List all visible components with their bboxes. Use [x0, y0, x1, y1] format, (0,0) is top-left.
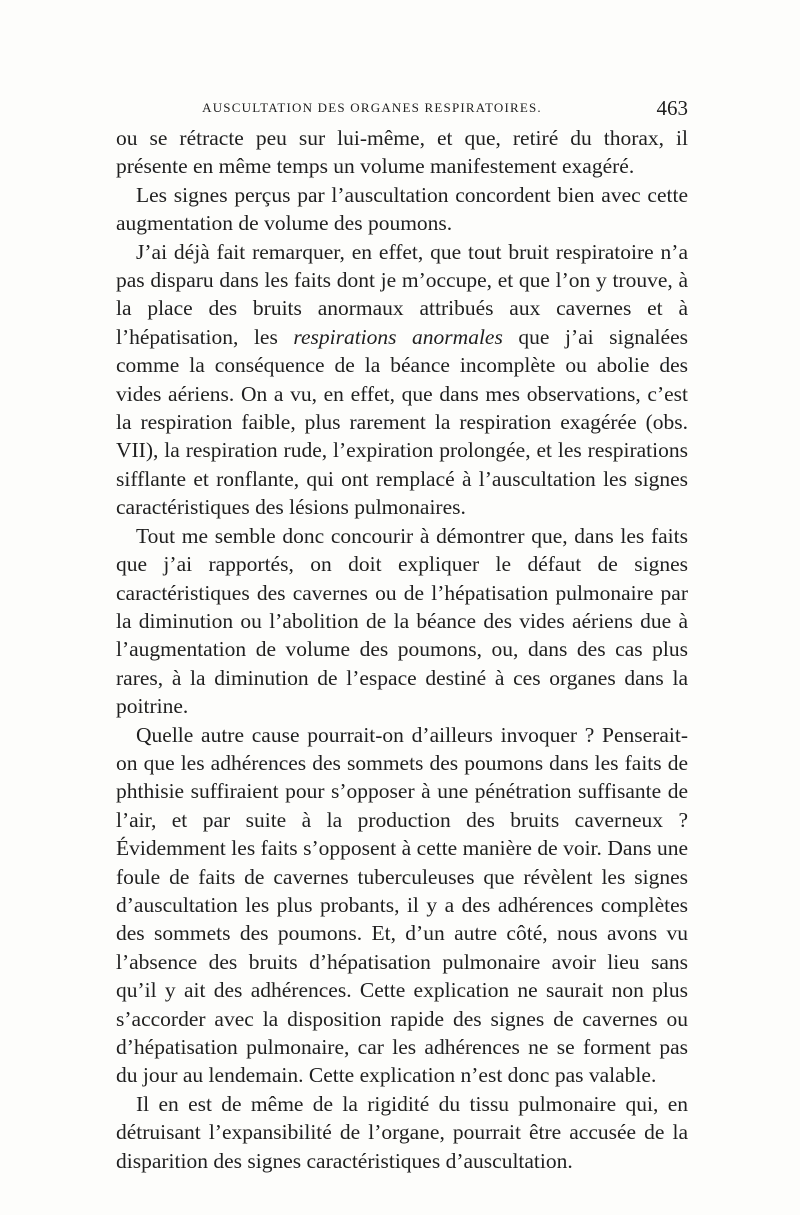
paragraph [116, 238, 688, 522]
page-header [116, 96, 688, 120]
paragraph: Quelle autre cause pourrait-on d’ailleurs invoquer ? Penserait-on que les adhérences des sommets des poumons dans les faits de phthisie suffiraient pour s’opposer à une pénétration suffisante de l’air, et par suite à la production des bruits caverneux ? Évidemment les faits s’opposent à cette manière de voir. Dans une foule de faits de cavernes tuberculeuses que révèlent les signes d’auscultation les plus probants, il y a des adhérences complètes des sommets des poumons. Et, d’un autre côté, nous avons vu l’absence des bruits d’hépatisation pulmonaire avoir lieu sans qu’il y ait des adhérences. Cette explication ne saurait non plus s’accorder avec la disposition rapide des signes de cavernes ou d’hépatisation pulmonaire, car les adhérences ne se forment pas du jour au lendemain. Cette explication n’est donc pas valable. [116, 722, 688, 1088]
paragraph-text: J’ai déjà fait remarquer, en effet, que tout bruit respiratoire n’a pas disparu dans les faits dont je m’occupe, et que l’on y trouve, à la place des bruits anormaux attribués aux cavernes et à l’hépatisation, les [116, 239, 688, 349]
paragraph: Tout me semble donc concourir à démontrer que, dans les faits que j’ai rapportés, on doit expliquer le défaut de signes caractéristiques des cavernes ou de l’hépatisation pulmonaire par la diminution ou l’abolition de la béance des vides aériens due à l’augmentation de volume des poumons, ou, dans des cas plus rares, à la diminution de l’espace destiné à ces organes dans la poitrine. [116, 523, 688, 719]
body-text [116, 124, 688, 1175]
paragraph-text: que j’ai signalées comme la conséquence de la béance incomplète ou abolie des vides aériens. On a vu, en effet, que dans mes observations, c’est la respiration faible, plus rarement la respiration exagérée (obs. VII), la respiration rude, l’expiration prolongée, et les respirations sifflante et ronflante, qui ont remplacé à l’auscultation les signes caractéristiques des lésions pulmonaires. [116, 324, 688, 520]
page-number: 463 [656, 96, 688, 120]
paragraph-continuation: ou se rétracte peu sur lui-même, et que, retiré du thorax, il présente en même temps un volume manifestement exagéré. [116, 126, 688, 179]
emphasized-term: respirations anormales [293, 324, 503, 349]
paragraph: Les signes perçus par l’auscultation concordent bien avec cette augmentation de volume des poumons. [116, 182, 688, 236]
paragraph: Il en est de même de la rigidité du tissu pulmonaire qui, en détruisant l’expansibilité de l’organe, pourrait être accusée de la disparition des signes caractéristiques d’auscultation. [116, 1091, 688, 1173]
running-head: AUSCULTATION DES ORGANES RESPIRATOIRES. [202, 100, 542, 115]
